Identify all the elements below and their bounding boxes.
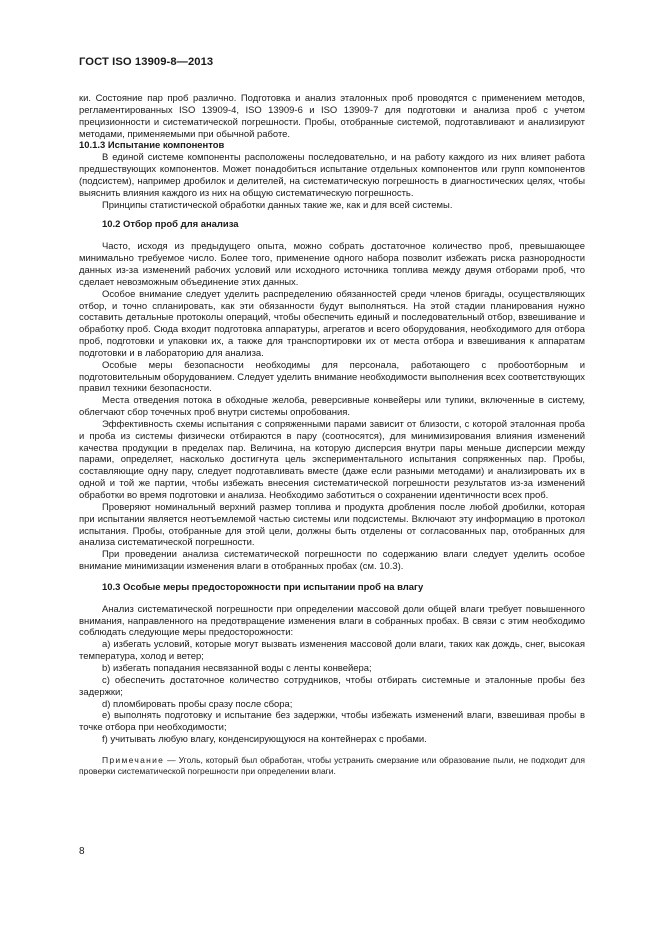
list-item-c: c) обеспечить достаточное количество сотрудников, чтобы отбирать системные и эталонные пробы без задержки; [79,674,585,698]
document-header: ГОСТ ISO 13909-8—2013 [79,56,214,68]
note-text: — Уголь, который был обработан, чтобы устранить смерзание или образование пыли, не подходит для проверки систематической погрешности при определении влаги. [79,754,585,776]
paragraph: Анализ систематической погрешности при определении массовой доли общей влаги требует повышенного внимания, направленного на предотвращение изменения влаги в собранных пробах. В связи с этим необходимо соблюдать следующие меры предосторожности: [79,603,585,639]
paragraph: ки. Состояние пар проб различно. Подготовка и анализ эталонных проб проводятся с применением методов, регламентированных ISO 13909-4, ISO 13909-6 и ISO 13909-7 для подготовки и анализа проб с учетом прецизионности и систематической погрешности. Пробы, отобранные системой, подготавливают и анализируют методами, применяемыми при обычной работе. [79,93,585,140]
paragraph: В единой системе компоненты расположены последовательно, и на работу каждого из них влияет работа предшествующих компонентов. Может понадобиться испытание отдельных компонентов или групп компонентов (подсистем), например дробилок и делителей, на систематическую погрешность в диагностических целях, чтобы выяснить влияния каждого из них на общую систематическую погрешность. [79,152,585,199]
paragraph: При проведении анализа систематической погрешности по содержанию влаги следует уделить особое внимание минимизации изменения влаги в отобранных пробах (см. 10.3). [79,549,585,573]
paragraph: Места отведения потока в обходные желоба, реверсивные конвейеры или тупики, включенные в систему, облегчают сбор точечных проб внутри системы опробования. [79,395,585,419]
list-item-d: d) пломбировать пробы сразу после сбора; [102,698,293,710]
paragraph: Принципы статистической обработки данных такие же, как и для всей системы. [102,199,453,211]
list-item-a: a) избегать условий, которые могут вызвать изменения массовой доли влаги, таких как дождь, снег, высокая температура, холод и ветер; [79,639,585,663]
paragraph: Часто, исходя из предыдущего опыта, можно собрать достаточное количество проб, превышающее минимально требуемое число. Более того, применение одного набора позволит избежать риска разнородности данных из-за изменений рабочих условий или исходного источника топлива между двумя отборами проб, что сделает невозможным объединение этих данных. [79,241,585,288]
document-body [79,93,585,777]
section-heading-10-2: 10.2 Отбор проб для анализа [102,219,239,231]
note-label: Примечание [102,754,165,765]
section-heading-10-3: 10.3 Особые меры предосторожности при испытании проб на влагу [102,581,424,593]
paragraph: Эффективность схемы испытания с сопряженными парами зависит от близости, с которой эталонная проба и проба из системы физически отбираются в пару (соотносятся), для минимизирования влияния изменений качества продукции в пределах пар. Величина, на которую дисперсия внутри пары меньше дисперсии между парами, определяет, насколько достигнута цель экспериментального испытания сопряженных пар. Пробы, составляющие одну пару, следует подготавливать вместе (даже если разными методами) и анализировать их в одной и той же партии, чтобы избежать внесения систематической погрешности результатов из-за изменений обработки во время подготовки и анализа. Необходимо заботиться о сохранении идентичности всех проб. [79,418,585,501]
list-item-e: e) выполнять подготовку и испытание без задержки, чтобы избежать изменений влаги, взвешивая пробы в точке отбора при необходимости; [79,710,585,734]
list-item-f: f) учитывать любую влагу, конденсирующуюся на контейнерах с пробами. [102,734,427,746]
paragraph: Особые меры безопасности необходимы для персонала, работающего с пробоотборным и подготовительным оборудованием. Следует уделить внимание необходимости выполнения всех соответствующих правил техники безопасности. [79,359,585,395]
page-number: 8 [79,846,85,857]
paragraph: Особое внимание следует уделить распределению обязанностей среди членов бригады, осуществляющих отбор, и точно спланировать, как эти обязанности будут выполняться. На этой стадии планирования нужно составить детальные протоколы операций, чтобы обеспечить единый и последовательный отбор, взвешивание и обработку проб. Сюда входит подготовка аппаратуры, агрегатов и всего оборудования, необходимого для отбора проб, подготовки и упаковки их, а также для транспортировки их от места отбора и взвешивания к аппаратам подготовки и в лабораторию для анализа. [79,288,585,359]
note [79,755,585,777]
paragraph: Проверяют номинальный верхний размер топлива и продукта дробления после любой дробилки, которая при испытании является неотъемлемой частью системы или подсистемы. Включают эту информацию в протокол испытания. Пробы, отобранные для этой цели, должны быть отделены от согласованных пар, отобранных для анализа систематической погрешности. [79,501,585,549]
section-heading-10-1-3: 10.1.3 Испытание компонентов [79,140,225,152]
list-item-b: b) избегать попадания несвязанной воды с ленты конвейера; [102,662,372,674]
